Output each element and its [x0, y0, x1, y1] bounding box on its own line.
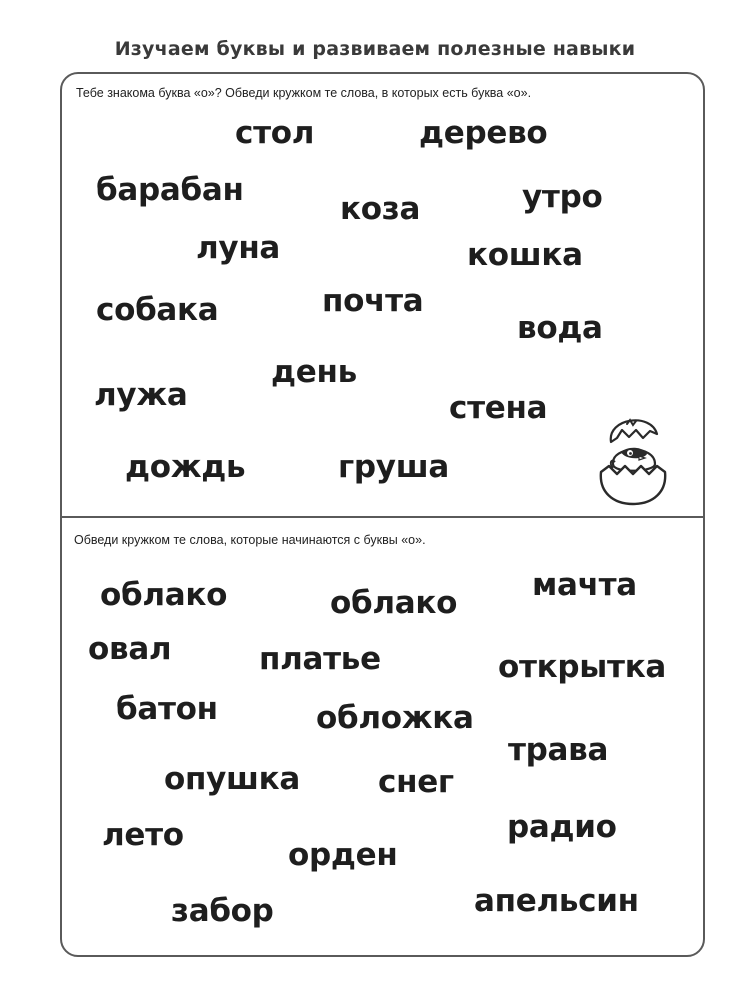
- word-luzha[interactable]: лужа: [94, 377, 188, 413]
- section2-instruction: Обведи кружком те слова, которые начинаются с буквы «о».: [74, 533, 426, 547]
- word-sobaka[interactable]: собака: [96, 292, 219, 328]
- word-sneg[interactable]: снег: [378, 764, 454, 800]
- word-dozhd[interactable]: дождь: [125, 449, 246, 485]
- word-otkrytka[interactable]: открытка: [498, 649, 667, 685]
- word-luna[interactable]: луна: [196, 230, 281, 266]
- word-grusha[interactable]: груша: [338, 449, 449, 485]
- section1-instruction: Тебе знакома буква «о»? Обведи кружком те слова, в которых есть буква «о».: [76, 86, 532, 100]
- word-machta[interactable]: мачта: [532, 567, 637, 603]
- word-baton[interactable]: батон: [116, 691, 218, 727]
- word-baraban[interactable]: барабан: [96, 172, 244, 208]
- word-derevo[interactable]: дерево: [419, 115, 548, 151]
- word-platye[interactable]: платье: [259, 641, 381, 677]
- word-pochta[interactable]: почта: [322, 283, 424, 319]
- word-koshka[interactable]: кошка: [467, 237, 583, 273]
- word-stol[interactable]: стол: [235, 115, 315, 151]
- word-voda[interactable]: вода: [517, 310, 603, 346]
- word-den[interactable]: день: [271, 354, 357, 390]
- word-oblako-1[interactable]: облако: [100, 577, 228, 613]
- word-utro[interactable]: утро: [522, 179, 603, 215]
- hatching-chick-icon: [593, 412, 673, 508]
- word-oval[interactable]: овал: [88, 631, 172, 667]
- word-koza[interactable]: коза: [340, 191, 421, 227]
- word-stena[interactable]: стена: [449, 390, 548, 426]
- word-oblozhka[interactable]: обложка: [316, 700, 474, 736]
- word-leto[interactable]: лето: [102, 817, 184, 853]
- word-zabor[interactable]: забор: [171, 893, 274, 929]
- page-title: Изучаем буквы и развиваем полезные навыки: [114, 38, 636, 60]
- section-divider: [60, 516, 705, 518]
- word-orden[interactable]: орден: [288, 837, 398, 873]
- word-opushka[interactable]: опушка: [164, 761, 301, 797]
- word-apelsin[interactable]: апельсин: [474, 883, 639, 919]
- word-trava[interactable]: трава: [508, 732, 609, 768]
- word-oblako-2[interactable]: облако: [330, 585, 458, 621]
- word-radio[interactable]: радио: [507, 809, 617, 845]
